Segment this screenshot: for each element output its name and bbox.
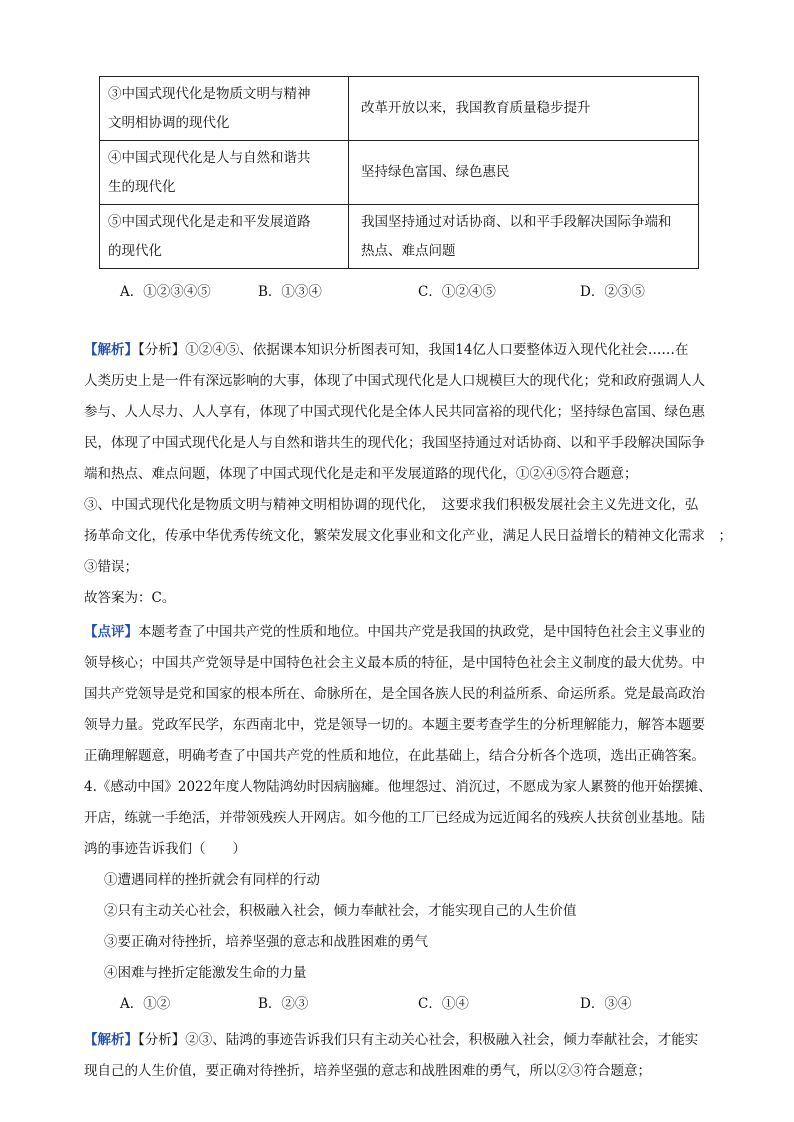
q3-option-b[interactable]: B．①③④ <box>258 284 322 300</box>
q3-analysis-line: 扬革命文化，传承中华优秀传统文化，繁荣发展文化事业和文化产业，满足人民日益增长的精神文化需求 ； <box>84 528 732 544</box>
q3-comment-line: 正确理解题意，明确考查了中国共产党的性质和地位，在此基础上，结合分析各个选项，选出正确答案。 <box>84 748 705 764</box>
table-row <box>100 77 699 141</box>
q4-statement: ③要正确对待挫折，培养坚强的意志和战胜困难的勇气 <box>104 934 428 950</box>
table-cell-left: ⑤中国式现代化是走和平发展道路 的现代化 <box>100 205 349 269</box>
table-cell-right: 改革开放以来，我国教育质量稳步提升 <box>349 77 699 141</box>
q4-statement: ④困难与挫折定能激发生命的力量 <box>104 965 307 981</box>
q3-analysis-line: 民，体现了中国式现代化是人与自然和谐共生的现代化；我国坚持通过对话协商、以和平手段解决国际争 <box>84 435 705 451</box>
table-row <box>100 205 699 269</box>
q3-answer-line: 故答案为：C。 <box>84 590 176 606</box>
q4-option-b[interactable]: B．②③ <box>258 996 309 1012</box>
q3-comment-line: 领导力量。党政军民学，东西南北中，党是领导一切的。本题主要考查学生的分析理解能力，解答本题要 <box>84 717 705 733</box>
analysis-tag: 【解析】 <box>84 1032 138 1048</box>
q3-analysis-line: 【解析】【分析】①②④⑤、依据课本知识分析图表可知，我国14亿人口要整体迈入现代化社会……在 <box>84 342 689 358</box>
table-row <box>100 141 699 205</box>
q4-statement: ②只有主动关心社会，积极融入社会，倾力奉献社会，才能实现自己的人生价值 <box>104 903 577 919</box>
q4-option-c[interactable]: C．①④ <box>418 996 469 1012</box>
comparison-table <box>99 76 699 269</box>
q3-comment-line: 【点评】本题考查了中国共产党的性质和地位。中国共产党是我国的执政党，是中国特色社会主义事业的 <box>84 624 705 640</box>
q3-option-a[interactable]: A．①②③④⑤ <box>120 284 211 300</box>
q3-analysis-line: ③、中国式现代化是物质文明与精神文明相协调的现代化， 这要求我们积极发展社会主义先进文化，弘 <box>84 497 699 513</box>
q3-comment-line: 国共产党领导是党和国家的根本所在、命脉所在，是全国各族人民的利益所系、命运所系。党是最高政治 <box>84 686 705 702</box>
q4-statement: ①遭遇同样的挫折就会有同样的行动 <box>104 872 320 888</box>
q4-analysis-line: 现自己的人生价值，要正确对待挫折，培养坚强的意志和战胜困难的勇气，所以②③符合题意； <box>84 1063 651 1079</box>
q4-stem-line: 开店，练就一手绝活，并带领残疾人开网店。如今他的工厂已经成为远近闻名的残疾人扶贫创业基地。陆 <box>84 810 705 826</box>
analysis-tag: 【解析】 <box>84 342 138 358</box>
q4-option-a[interactable]: A．①② <box>120 996 171 1012</box>
q4-option-d[interactable]: D．③④ <box>580 996 632 1012</box>
q4-stem-line: 鸿的事迹告诉我们（ ） <box>84 841 246 857</box>
table-cell-right: 我国坚持通过对话协商、以和平手段解决国际争端和 热点、难点问题 <box>349 205 699 269</box>
q4-analysis-line: 【解析】【分析】②③、陆鸿的事迹告诉我们只有主动关心社会，积极融入社会，倾力奉献社会，才能实 <box>84 1032 699 1048</box>
table-cell-right: 坚持绿色富国、绿色惠民 <box>349 141 699 205</box>
q4-stem-line: 4.《感动中国》2022年度人物陆鸿幼时因病脑瘫。他埋怨过、消沉过，不愿成为家人累赘的他开始摆摊、 <box>84 779 712 795</box>
table-cell-left: ③中国式现代化是物质文明与精神 文明相协调的现代化 <box>100 77 349 141</box>
q3-analysis-line: 人类历史上是一件有深远影响的大事，体现了中国式现代化是人口规模巨大的现代化；党和政府强调人人 <box>84 373 705 389</box>
q3-analysis-line: 参与、人人尽力、人人享有，体现了中国式现代化是全体人民共同富裕的现代化；坚持绿色富国、绿色惠 <box>84 404 705 420</box>
table-cell-left: ④中国式现代化是人与自然和谐共 生的现代化 <box>100 141 349 205</box>
q3-analysis-line: 端和热点、难点问题，体现了中国式现代化是走和平发展道路的现代化，①②④⑤符合题意； <box>84 466 638 482</box>
q3-option-d[interactable]: D．②③⑤ <box>580 284 645 300</box>
q3-analysis-line: ③错误； <box>84 559 138 575</box>
q3-option-c[interactable]: C．①②④⑤ <box>418 284 496 300</box>
q3-comment-line: 领导核心；中国共产党领导是中国特色社会主义最本质的特征，是中国特色社会主义制度的最大优势。中 <box>84 655 705 671</box>
comment-tag: 【点评】 <box>84 624 138 640</box>
